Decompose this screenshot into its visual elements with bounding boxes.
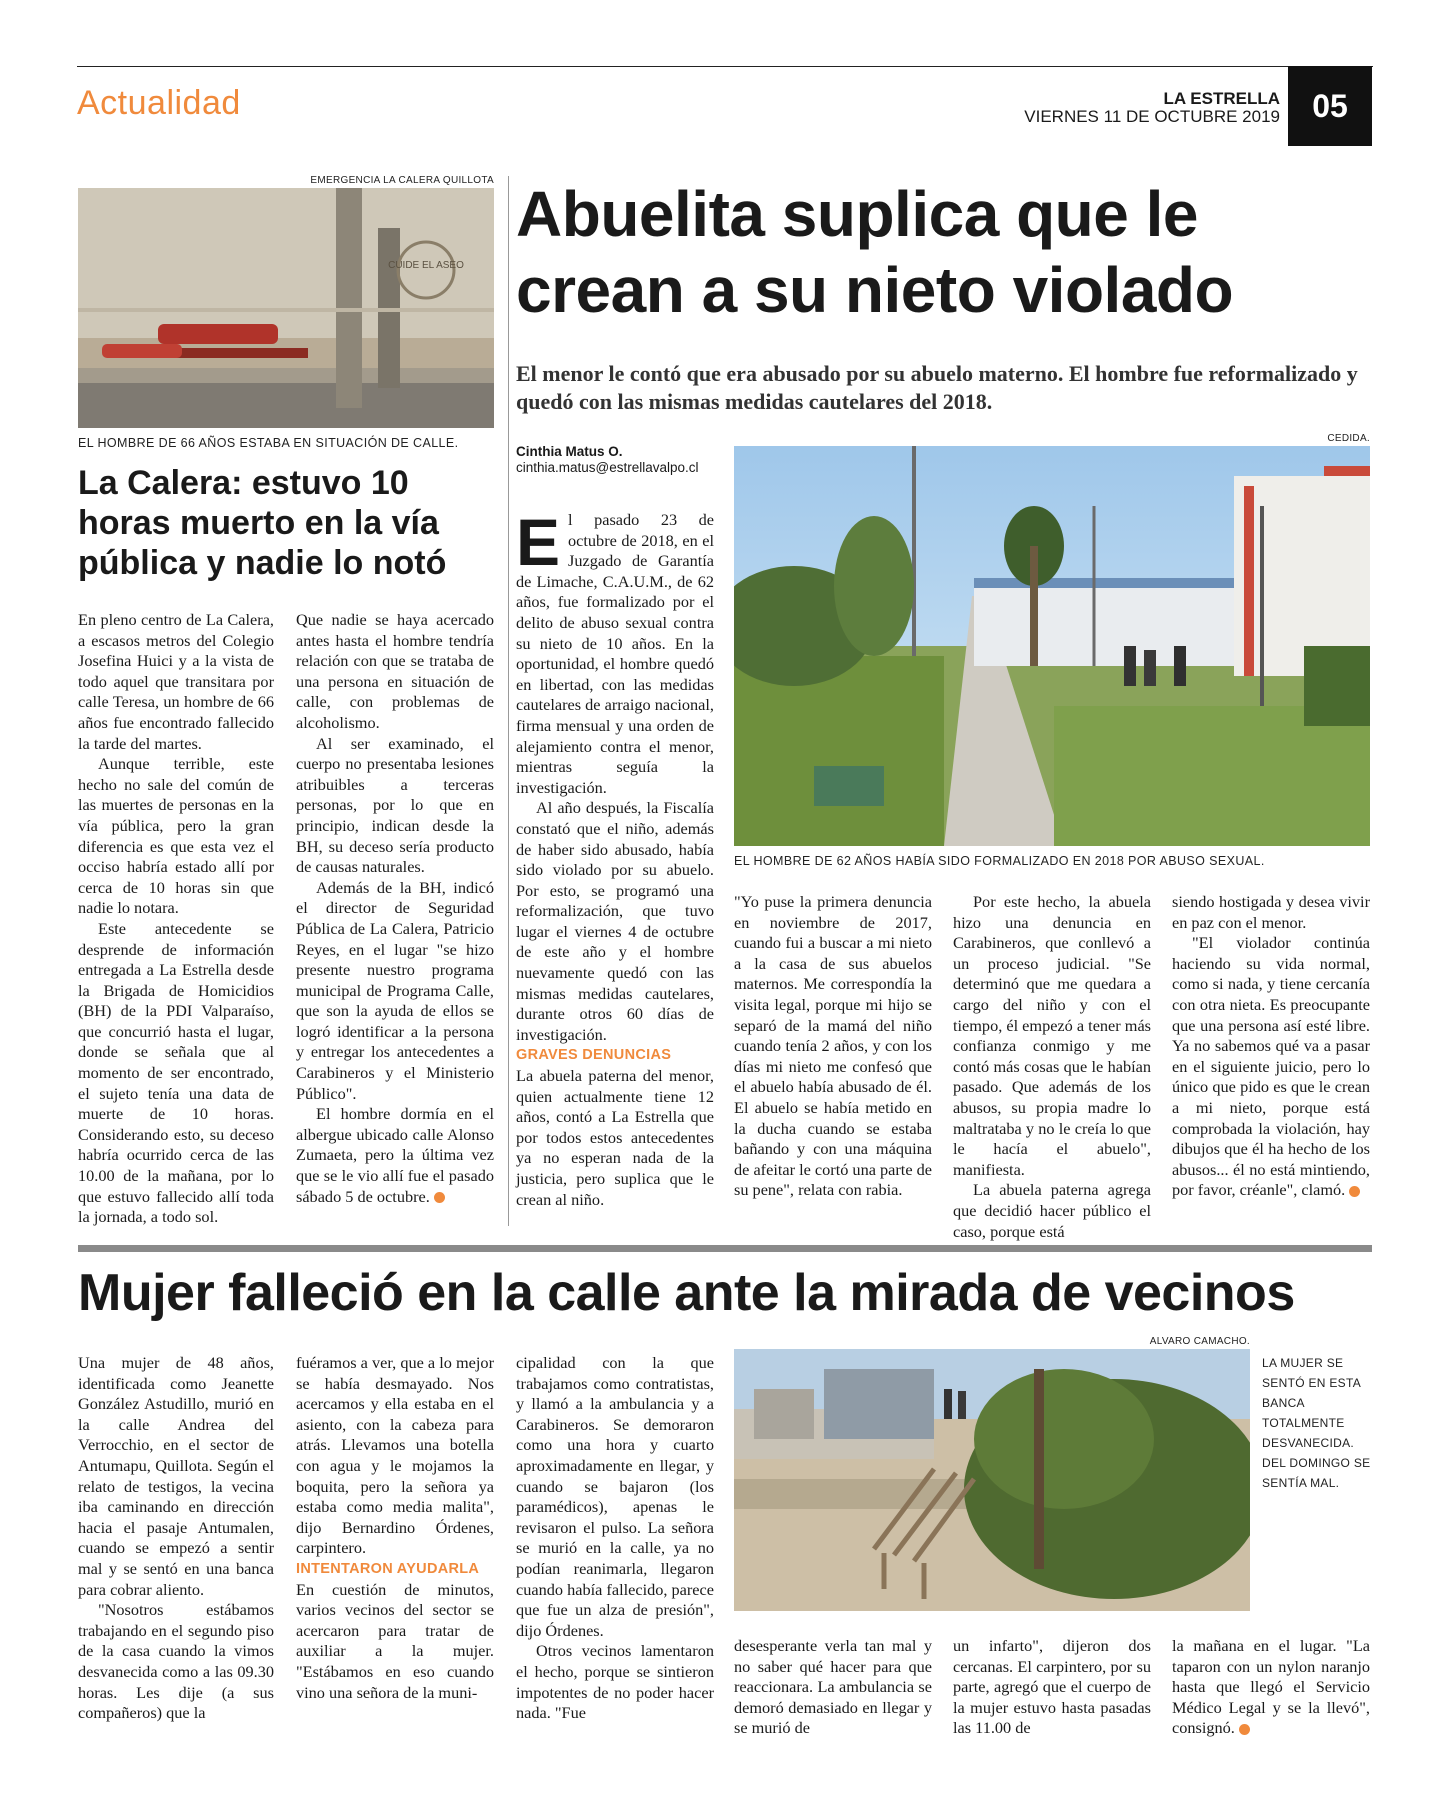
quillota-paragraph: En cuestión de minutos, varios vecinos del sector se acercaron para tratar de auxiliar a la mujer. "Estábamos en eso cuando vino una señora de la muni- — [296, 1579, 494, 1702]
column-divider — [508, 176, 509, 1226]
author-name: Cinthia Matus O. — [516, 444, 623, 459]
main-column-4 — [1172, 892, 1370, 1201]
quillota-paragraph — [1172, 1636, 1370, 1739]
quillota-paragraph: "Nosotros estábamos trabajando en el segundo piso de la casa cuando la vimos desvanecida como a las 09.30 horas. Les dije (a sus compañeros) que la — [78, 1600, 274, 1723]
publication-name: LA ESTRELLA — [1163, 89, 1280, 108]
calera-photo-credit: EMERGENCIA LA CALERA QUILLOTA — [310, 175, 494, 186]
main-column-2 — [734, 892, 932, 1201]
quillota-photo-image — [734, 1349, 1250, 1611]
main-paragraph: siendo hostigada y desea vivir en paz con el menor. — [1172, 892, 1370, 932]
byline — [516, 444, 726, 476]
quillota-column-6 — [1172, 1636, 1370, 1739]
calera-paragraph: Al ser examinado, el cuerpo no presentaba lesiones atribuibles a terceras personas, por lo que en principio, indican desde la BH, su deceso sería producto de causas naturales. — [296, 733, 494, 877]
main-paragraph: "Yo puse la primera denuncia en noviembre de 2017, cuando fui a buscar a mi nieto a la casa de sus abuelos maternos. Me correspondía la visita legal, porque mi hijo se separó de la mamá del niño cuando tenía 2 años, y con los días mi nieto me confesó que el abuelo había abusado de él. El abuelo se había metido en la ducha cuando se estaba bañando y con una máquina de afeitar le cortó una parte de su pene", relata con rabia. — [734, 892, 932, 1200]
quillota-subhead: INTENTARON AYUDARLA — [296, 1560, 480, 1577]
calera-photo — [78, 188, 494, 428]
calera-paragraph: Aunque terrible, este hecho no sale del común de las muertes de personas en la vía pública, pero la gran diferencia es que esta vez el occiso habría estado allí por cerca de 10 horas sin que nadie lo notara. — [78, 754, 274, 918]
quillota-column-4 — [734, 1636, 932, 1739]
quillota-column-3 — [516, 1353, 714, 1724]
calera-photo-caption: EL HOMBRE DE 66 AÑOS ESTABA EN SITUACIÓN DE CALLE. — [78, 436, 459, 450]
quillota-photo — [734, 1349, 1250, 1611]
quillota-paragraph: desesperante verla tan mal y no saber qué hacer para que reaccionara. La ambulancia se demoró demasiado en llegar y se murió de — [734, 1636, 932, 1738]
main-paragraph-text: "El violador continúa haciendo su vida normal, como si nada, y tiene cercanía con otra nieta. Es preocupante que una persona así esté libre. Ya no sabemos qué va a pasar en el siguiente juicio, pero lo único que pido es que le crean a mi nieto, porque está comprobada la violación, hay dibujos que él ha hecho de los abusos... él no está mintiendo, por favor, créanle", clamó. — [1172, 933, 1370, 1200]
main-headline: Abuelita suplica que le crean a su nieto violado — [516, 178, 1234, 326]
calera-paragraph: Que nadie se haya acercado antes hasta el hombre tendría relación con que se trataba de una persona en situación de calle, con problemas de alcoholismo. — [296, 610, 494, 732]
section-title: Actualidad — [77, 84, 241, 122]
quillota-paragraph: Una mujer de 48 años, identificada como Jeanette González Astudillo, murió en la calle Andrea del Verrocchio, en el sector de Antumapu, Quillota. Según el relato de testigos, la vecina iba caminando en dirección hacia el pasaje Antumalen, cuando se empezó a sentir mal y se sentó en una banca para cobrar aliento. — [78, 1353, 274, 1599]
end-mark-icon — [1349, 1186, 1360, 1197]
main-photo-credit: CEDIDA. — [1327, 433, 1370, 444]
quillota-paragraph: cipalidad con la que trabajamos como contratistas, y llamó a la ambulancia y a Carabineros. Se demoraron como una hora y cuarto aproximadamente en llegar, y cuando se bajaron (los paramédicos), apenas le revisaron el pulso. La señora se murió en la calle, ya no podían reanimarla, llegaron cuando había fallecido, parece que fue un alza de presión", dijo Órdenes. — [516, 1353, 714, 1640]
calera-paragraph: En pleno centro de La Calera, a escasos metros del Colegio Josefina Huici y a la vista de todo aquel que transitara por calle Teresa, un hombre de 66 años fue encontrado fallecido la tarde del martes. — [78, 610, 274, 753]
quillota-paragraph: un infarto", dijeron dos cercanas. El carpintero, por su parte, agregó que el cuerpo de la mujer estuvo hasta pasadas las 11.00 de — [953, 1636, 1151, 1738]
calera-headline: La Calera: estuvo 10 horas muerto en la vía pública y nadie lo notó — [78, 464, 447, 582]
calera-paragraph: Este antecedente se desprende de información entregada a La Estrella desde la Brigada de Homicidios (BH) de la PDI Valparaíso, que concurrió hasta el lugar, donde se señala que al momento de ser encontrado, el sujeto tenía una data de muerte de 10 horas. Considerando esto, su deceso habría ocurrido cerca de las 10.00 de la mañana, por lo que estuvo fallecido allí toda la jornada, a todo sol. — [78, 918, 274, 1227]
calera-paragraph-text: El hombre dormía en el albergue ubicado calle Alonso Zumaeta, pero la última vez que se le vio allí fue el pasado sábado 5 de octubre. — [296, 1104, 494, 1206]
quillota-photo-credit: ALVARO CAMACHO. — [1149, 1336, 1250, 1347]
issue-date: VIERNES 11 DE OCTUBRE 2019 — [1024, 107, 1280, 126]
calera-column-2 — [296, 610, 494, 1207]
main-lead-paragraph — [516, 505, 714, 798]
page-number: 05 — [1288, 66, 1372, 146]
quillota-column-1 — [78, 1353, 274, 1724]
calera-photo-sign: CUIDE EL ASEO — [388, 260, 464, 271]
main-paragraph: Al año después, la Fiscalía constató que el niño, además de haber sido abusado, había sido violado por su abuelo. Por esto, se programó una reformalización, que tuvo lugar el viernes 4 de octubre de este año y el hombre nuevamente quedó con las mismas medidas cautelares, durante otros 60 días de investigación. — [516, 798, 714, 1044]
author-email: cinthia.matus@estrellavalpo.cl — [516, 460, 699, 475]
quillota-photo-caption: LA MUJER SE SENTÓ EN ESTA BANCA TOTALMENTE DESVANECIDA. DEL DOMINGO SE SENTÍA MAL. — [1262, 1356, 1371, 1490]
calera-photo-image — [78, 188, 494, 428]
main-deck: El menor le contó que era abusado por su abuelo materno. El hombre fue reformalizado y quedó con las mismas medidas cautelares del 2018. — [516, 361, 1358, 414]
masthead — [1024, 90, 1280, 126]
quillota-paragraph-text: la mañana en el lugar. "La taparon con un nylon naranjo hasta que llegó el Servicio Médico Legal y se la llevó", consignó. — [1172, 1636, 1370, 1738]
calera-paragraph — [296, 1104, 494, 1207]
main-lead-text: l pasado 23 de octubre de 2018, en el Juzgado de Garantía de Limache, C.A.U.M., de 62 años, fue formalizado por el delito de abuso sexual contra su nieto de 10 años. En la oportunidad, el hombre quedó en libertad, con las medidas cautelares de arraigo nacional, firma mensual y una orden de alejamiento contra el menor, mientras seguía la investigación. — [516, 510, 714, 797]
calera-column-1 — [78, 610, 274, 1228]
main-paragraph: Por este hecho, la abuela hizo una denuncia en Carabineros, que conllevó a un proceso judicial. "Se determinó que me quedara a cargo del niño y con el tiempo, él empezó a tener más confianza conmigo y me contó más cosas que le habían pasado. Que además de los abusos, su propia madre lo maltrataba y no le creía lo que le hacía el abuelo", manifiesta. — [953, 892, 1152, 1179]
quillota-paragraph: Otros vecinos lamentaron el hecho, porque se sintieron impotentes de no poder hacer nada. "Fue — [516, 1641, 714, 1723]
calera-paragraph: Además de la BH, indicó el director de Seguridad Pública de La Calera, Patricio Reyes, en el lugar "se hizo presente nuestro programa municipal de Programa Calle, que son la ayuda de ellos se logró identificar a la persona y entregar los antecedentes a Carabineros y el Ministerio Público". — [296, 877, 494, 1103]
main-paragraph: La abuela paterna del menor, quien actualmente tiene 12 años, contó a La Estrella que por todos estos antecedentes ya no esperan nada de la justicia, pero suplica que le crean al niño. — [516, 1066, 714, 1209]
main-column-3 — [953, 892, 1151, 1242]
quillota-headline: Mujer falleció en la calle ante la mirada de vecinos — [78, 1264, 1295, 1322]
end-mark-icon — [434, 1192, 445, 1203]
main-paragraph — [1172, 933, 1370, 1201]
main-photo-caption: EL HOMBRE DE 62 AÑOS HABÍA SIDO FORMALIZADO EN 2018 POR ABUSO SEXUAL. — [734, 854, 1265, 868]
main-photo — [734, 446, 1370, 846]
main-photo-image — [734, 446, 1370, 846]
quillota-column-2 — [296, 1353, 494, 1703]
top-rule — [77, 66, 1373, 67]
end-mark-icon — [1239, 1724, 1250, 1735]
main-column-1 — [516, 505, 714, 1210]
main-paragraph: La abuela paterna agrega que decidió hacer público el caso, porque está — [953, 1180, 1151, 1241]
main-subhead: GRAVES DENUNCIAS — [516, 1047, 672, 1064]
section-separator — [78, 1245, 1372, 1252]
quillota-column-5 — [953, 1636, 1151, 1739]
drop-cap: E — [516, 505, 561, 579]
quillota-paragraph: fuéramos a ver, que a lo mejor se había desmayado. Nos acercamos y ella estaba en el asiento, con la cabeza para atrás. Llevamos una botella con agua y le mojamos la boquita, pero la señora ya estaba como media malita", dijo Bernardino Órdenes, carpintero. — [296, 1353, 494, 1558]
